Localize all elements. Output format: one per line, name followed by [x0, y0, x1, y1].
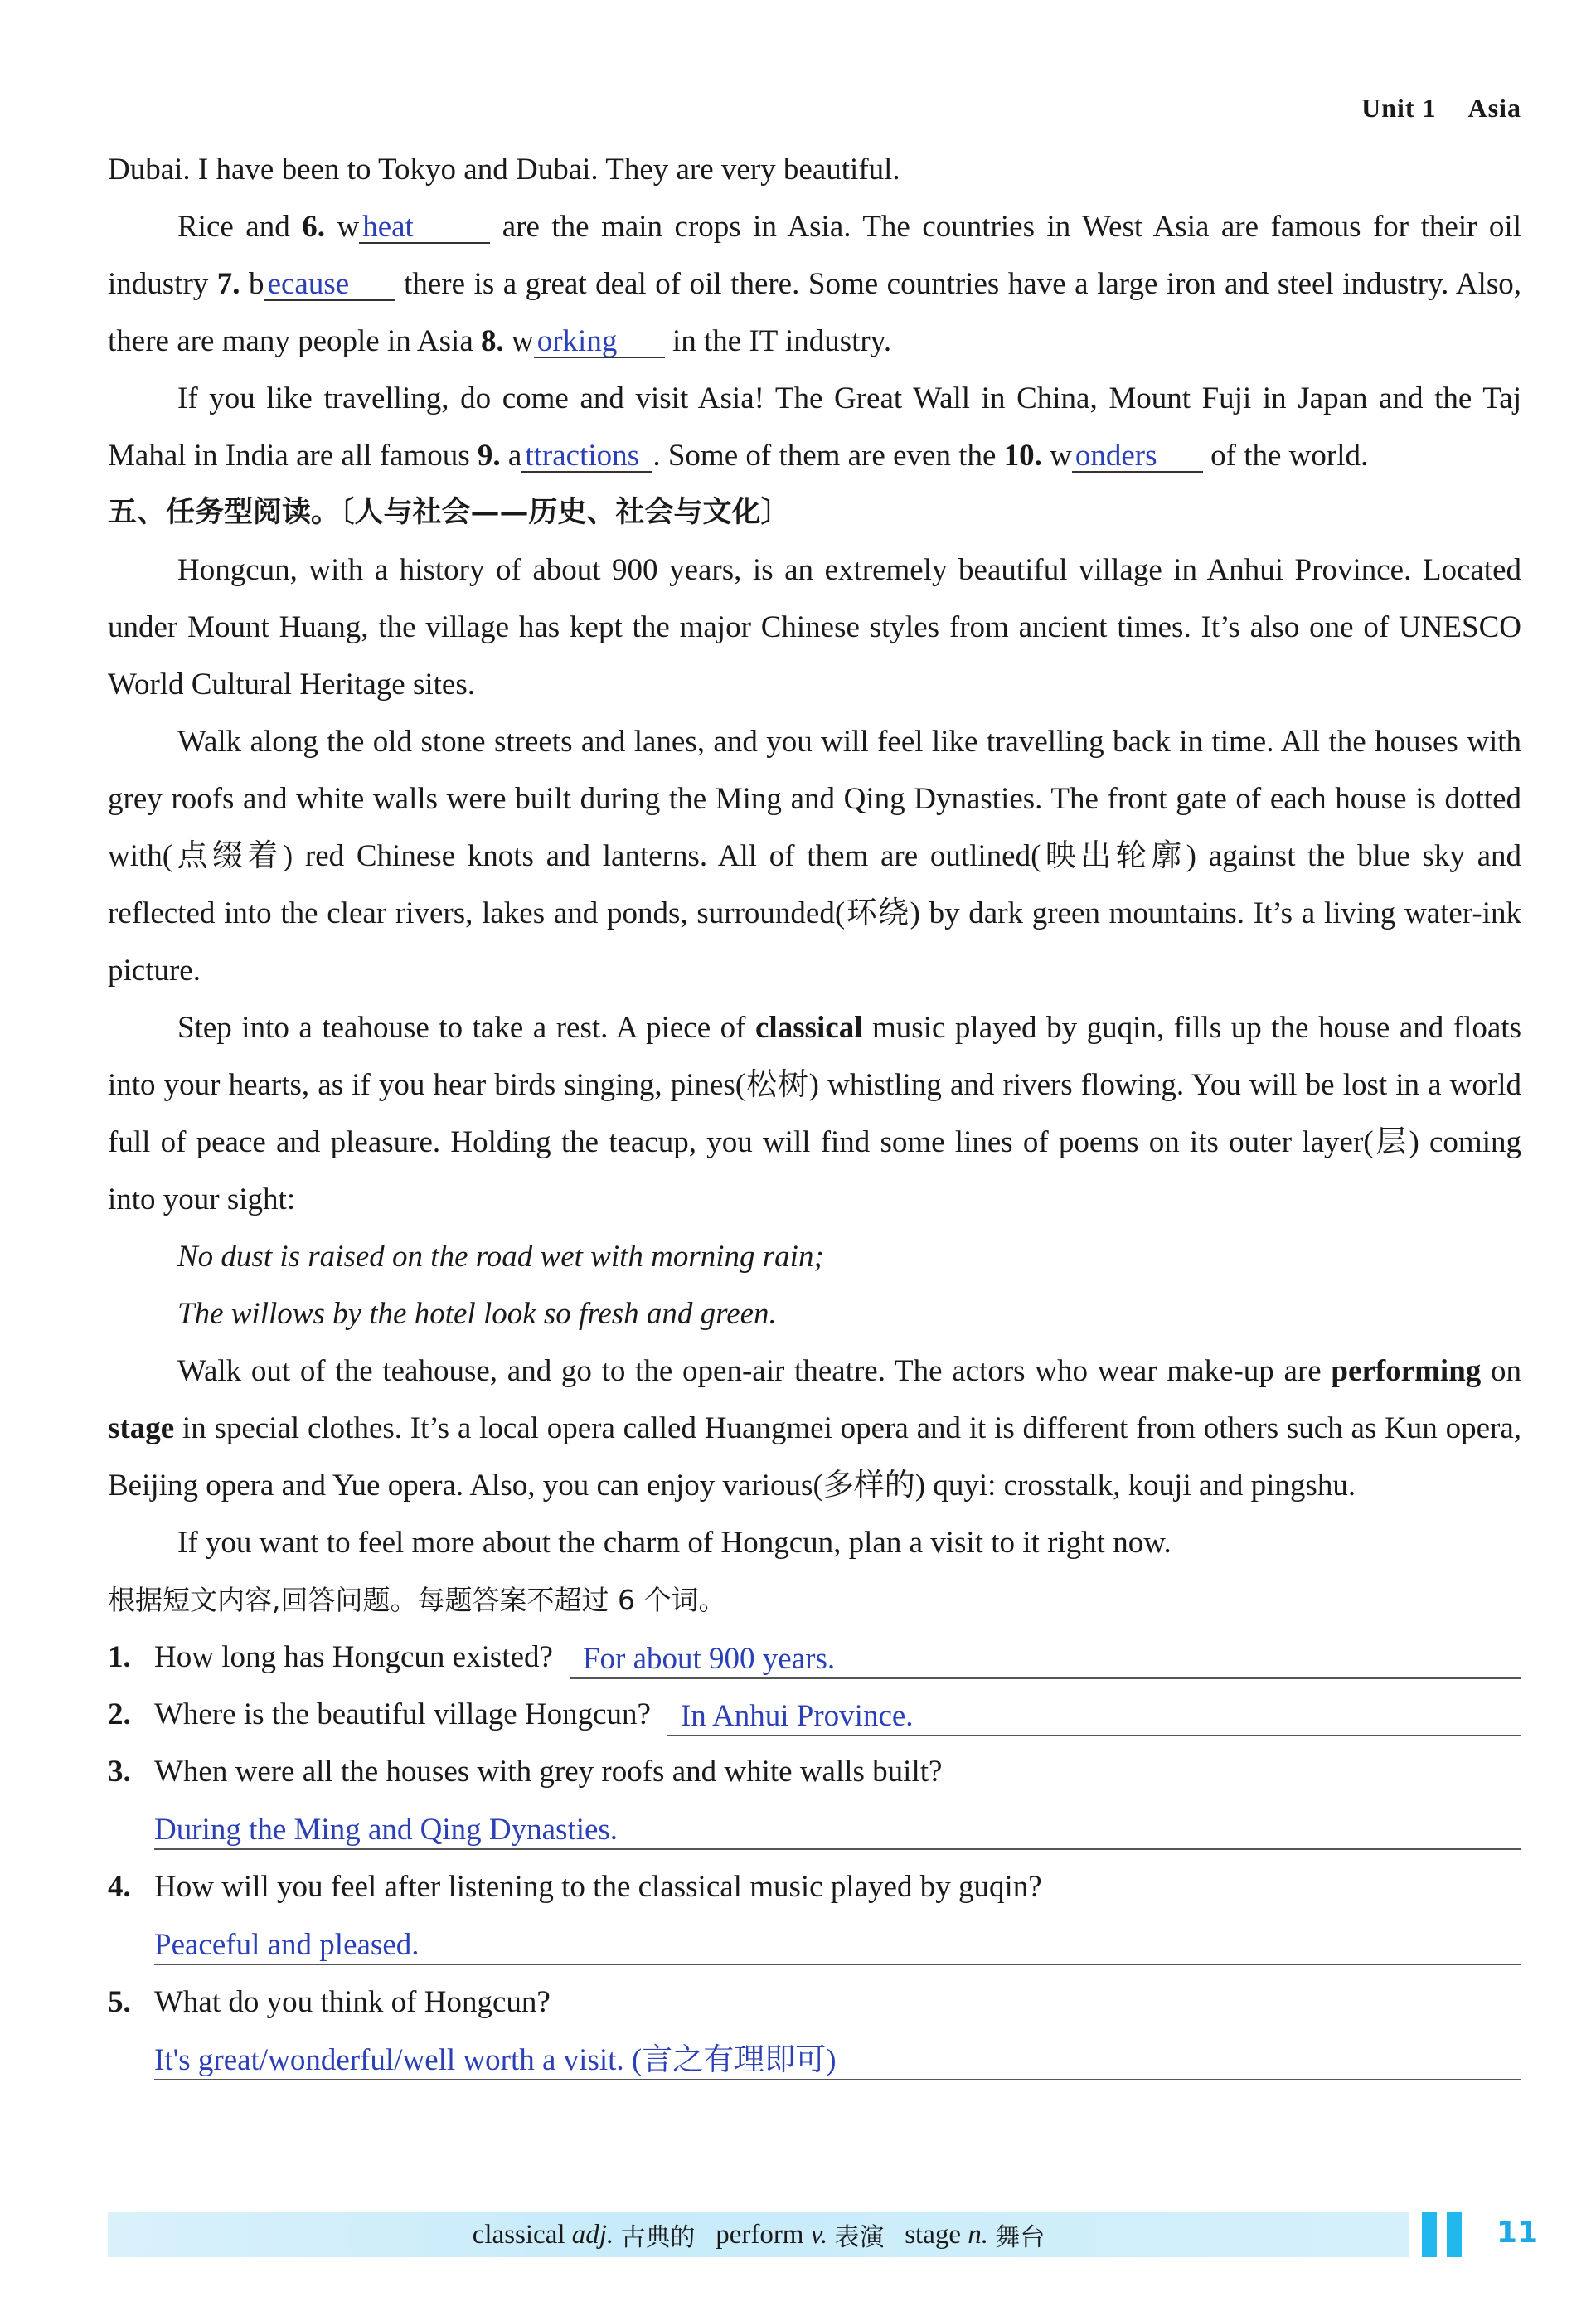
answer-line — [667, 1692, 1521, 1736]
poem-line: No dust is raised on the road wet with morning rain; — [177, 1240, 824, 1274]
reading-paragraph-5: If you want to feel more about the charm of Hongcun, plan a visit to it right now. — [177, 1526, 1172, 1560]
blank-number: 9. — [477, 439, 501, 473]
reading-paragraph-2: Walk along the old stone streets and lanes, and you will feel like travelling back in time. All the houses with grey roofs and white walls were built during the Ming and Qing Dynasties. The front gate of each house is dotted with(点缀着) red Chinese knots and lanterns. All of them are outlined(映出轮廓) against the blue sky and reflected into the clear rivers, lakes and ponds, surrounded(环绕) by dark green mountains. It’s a living water-ink picture. — [108, 725, 1521, 988]
answer-blank-9: ttractions — [521, 440, 652, 473]
answer-text: For about 900 years. — [582, 1642, 836, 1676]
poem-line: The willows by the hotel look so fresh and green. — [177, 1297, 777, 1331]
question-item: 2. Where is the beautiful village Hongcun? In Anhui Province. — [108, 1686, 1521, 1743]
question-text: When were all the houses with grey roofs and white walls built? — [154, 1755, 943, 1789]
vocab-word: performing — [1331, 1354, 1482, 1388]
vocabulary-footer: classical adj. 古典的 perform v. 表演 stage n. 舞台 — [108, 2212, 1409, 2257]
blank-number: 7. — [216, 267, 240, 301]
unit-label: Unit 1 — [1361, 93, 1437, 123]
passage-paragraph: If you like travelling, do come and visit Asia! The Great Wall in China, Mount Fuji in Japan and the Taj Mahal in India are all famous 9. a ttractions . Some of them are even the 10. w onders of the world. — [108, 381, 1521, 473]
blank-number: 6. — [302, 210, 325, 244]
page-content — [108, 141, 1521, 2089]
reading-paragraph-4: Walk out of the teahouse, and go to the open-air theatre. The actors who wear make-up are performing on stage in special clothes. It’s a local opera called Huangmei opera and it is different from others such as Kun opera, Beijing opera and Yue opera. Also, you can enjoy various(多样的) quyi: crosstalk, kouji and pingshu. — [108, 1354, 1522, 1503]
question-text: How long has Hongcun existed? — [154, 1640, 553, 1674]
vocab-word: classical — [755, 1011, 863, 1045]
question-item: 4. How will you feel after listening to the classical music played by guqin? — [108, 1858, 1521, 1915]
passage-line: Dubai. I have been to Tokyo and Dubai. They are very beautiful. — [108, 153, 900, 187]
decorative-bars — [1422, 2212, 1462, 2257]
answer-text: It's great/wonderful/well worth a visit. (言之有理即可) — [154, 2043, 837, 2077]
answer-text: During the Ming and Qing Dynasties. — [154, 1813, 619, 1847]
answer-line — [570, 1634, 1521, 1679]
answer-blank-7: ecause — [264, 269, 395, 301]
unit-title: Asia — [1467, 93, 1521, 123]
section-title: 五、任务型阅读。〔人与社会——历史、社会与文化〕 — [108, 496, 790, 529]
answer-text: In Anhui Province. — [680, 1699, 914, 1733]
blank-number: 8. — [481, 324, 504, 358]
page-header — [1361, 93, 1521, 124]
question-text: How will you feel after listening to the classical music played by guqin? — [154, 1870, 1042, 1904]
answer-blank-8: orking — [534, 326, 665, 358]
answer-text: Peaceful and pleased. — [154, 1928, 420, 1962]
question-item: 1. How long has Hongcun existed? For about 900 years. — [108, 1629, 1521, 1686]
answer-blank-6: heat — [359, 211, 490, 244]
question-item: 5. What do you think of Hongcun? — [108, 1974, 1521, 2031]
reading-paragraph-3: Step into a teahouse to take a rest. A piece of classical music played by guqin, fills up the house and floats into your hearts, as if you hear birds singing, pines(松树) whistling and rivers flowing. You will be lost in a world full of peace and pleasure. Holding the teacup, you will find some lines of poems on its outer layer(层) coming into your sight: — [108, 1011, 1521, 1216]
instruction-text: 根据短文内容,回答问题。每题答案不超过 6 个词。 — [108, 1584, 726, 1616]
question-text: Where is the beautiful village Hongcun? — [154, 1697, 651, 1731]
vocab-word: stage — [108, 1411, 175, 1445]
question-text: What do you think of Hongcun? — [154, 1985, 551, 2019]
answer-blank-10: onders — [1072, 440, 1203, 473]
answer-line — [154, 2031, 1521, 2080]
page-number: 11 — [1497, 2216, 1539, 2250]
answer-line — [154, 1915, 1521, 1965]
passage-paragraph: Rice and 6. w heat are the main crops in Asia. The countries in West Asia are famous for their oil industry 7. b ecause there is a great deal of oil there. Some countries have a large iron and steel industry. Also, there are many people in Asia 8. w orking in the IT industry. — [108, 210, 1521, 358]
answer-line — [154, 1800, 1521, 1850]
reading-paragraph-1: Hongcun, with a history of about 900 years, is an extremely beautiful village in Anhui Province. Located under Mount Huang, the village has kept the major Chinese styles from ancient times. It’s also one of UNESCO World Cultural Heritage sites. — [108, 553, 1521, 702]
blank-number: 10. — [1003, 439, 1042, 473]
question-item: 3. When were all the houses with grey roofs and white walls built? — [108, 1743, 1521, 1800]
